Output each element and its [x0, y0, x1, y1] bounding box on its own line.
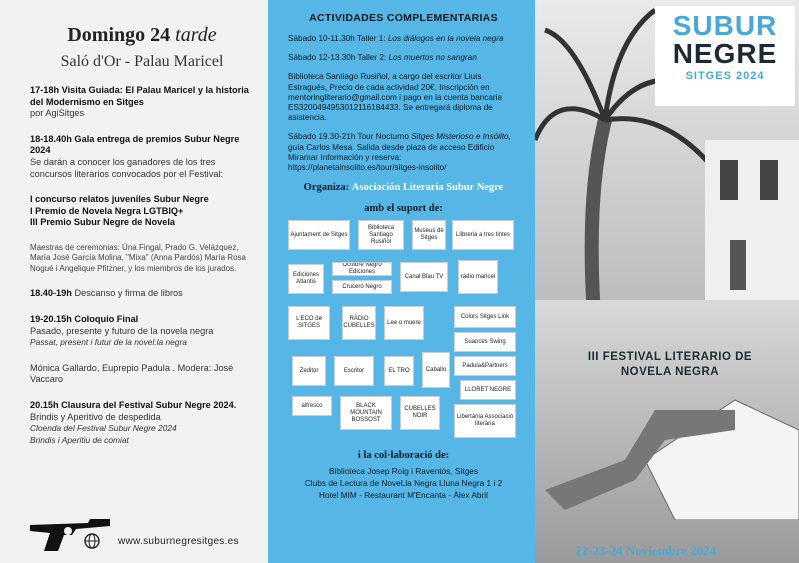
event-item: [30, 314, 254, 349]
sponsor-logo: BLACK MOUNTAIN BOSSOST: [340, 396, 392, 430]
collab-heading: i la col·laboració de:: [357, 450, 450, 462]
event-item: [30, 194, 254, 229]
event-item: [30, 363, 254, 386]
event-body: Mónica Gallardo, Euprepio Padula . Modera: José Vaccaro: [30, 362, 234, 385]
sponsor-logo: Libertània Associació literària: [454, 404, 516, 438]
event-title: 20.15h Clausura del Festival Subur Negre 2024.: [30, 400, 237, 410]
activity-info: Biblioteca Santiago Rusiñol, a cargo del escritor Lluís Estragués, Precio de cada actividad 20€. Inscripción en mentoringliterario@gmail.com i pago en la cuenta bancaria ES3200494953012116184433. Se entregará diploma de asistencia.: [288, 72, 503, 123]
day-suffix: tarde: [175, 24, 217, 46]
sponsor-logo: Suances Swing: [454, 332, 516, 352]
sponsor-logo: alfresco: [292, 396, 332, 416]
event-italic: Cloenda del Festival Subur Negre 2024 Brindis i Aperitiu de comiat: [30, 423, 177, 445]
activity-text: Sábado 10-11.30h Taller 1:: [288, 34, 386, 43]
organizer-name: Asociación Literaria Subur Negre: [351, 182, 504, 194]
sponsor-logo: Escritor: [334, 356, 374, 386]
logo-subur: SUBUR: [672, 10, 778, 41]
sponsor-logos: [288, 220, 519, 442]
festival-title: III FESTIVAL LITERARIO DE NOVELA NEGRA: [587, 351, 753, 378]
event-item: [30, 134, 254, 180]
activity-workshop-1: [288, 34, 519, 44]
sponsor-logo: EL TRO: [384, 356, 414, 386]
day-label: Domingo 24: [67, 24, 171, 46]
sponsor-logo: RÀDIO CUBELLES: [342, 306, 376, 340]
activity-italic: Los muertos no sangran: [388, 53, 477, 63]
sponsor-logo: Octubre Negro Ediciones: [332, 262, 392, 276]
activity-text: Sábado 19.30-21h Tour Nocturno: [288, 132, 409, 142]
globe-icon: [84, 533, 100, 549]
organizer-label: Organiza:: [303, 182, 350, 194]
activity-italic: Los diálogos en la novela negra: [387, 34, 504, 43]
event-title: 17-18h Visita Guiada: El Palau Maricel y la historia del Modernismo en Sitges: [30, 85, 249, 107]
sponsor-logo: L'ECO de SITGES: [288, 306, 330, 340]
festival-dates: 22-23-24 Noviembre 2024: [575, 543, 717, 558]
logo-sitges: SITGES 2024: [685, 70, 765, 82]
sponsor-logo: ràdio maricel: [458, 260, 498, 294]
sponsor-logo: Lee o muere: [384, 306, 424, 340]
event-item: [30, 85, 254, 120]
sponsor-logo: Llibreria a tres tintes: [452, 220, 514, 250]
day-heading: [30, 24, 254, 47]
sponsor-logo: Zeditor: [292, 356, 326, 386]
sponsor-logo: Ajuntament de Sitges: [288, 220, 350, 250]
event-body: por AgiSitges: [30, 108, 85, 119]
collab-item: Clubs de Lectura de NoveLla Negra Lluna Negra 1 i 2: [304, 478, 503, 489]
sponsor-logo: Canal Blau TV: [400, 262, 448, 292]
activity-text: Sábado 12-13.30h Taller 2:: [288, 53, 387, 63]
event-italic: Passat, present i futur de la novel.la negra: [30, 337, 187, 348]
event-title: 18-18.40h Gala entrega de premios Subur Negre 2024: [30, 133, 240, 156]
activity-tour: [288, 132, 519, 173]
collab-list: [288, 465, 519, 501]
sponsor-logo: Crucero Negro: [332, 280, 392, 294]
collab-item: Biblioteca Josep Roig i Raventós, Sitges: [329, 466, 478, 477]
event-title: I concurso relatos juveniles Subur Negre I Premio de Novela Negra LGTBIQ+ III Premio Subur Negre de Novela: [30, 194, 209, 228]
sponsor-logo: Padula&Partners: [454, 356, 516, 376]
event-item: [30, 288, 254, 300]
logo-negre: NEGRE: [672, 38, 778, 69]
book-and-revolver-illustration: [535, 370, 799, 520]
festival-logo: [655, 6, 795, 106]
website-link[interactable]: www.suburnegresitges.es: [118, 536, 239, 547]
sponsor-logo: LLORET NEGRE: [460, 380, 516, 400]
event-body: Se darán a conocer los ganadores de los tres concursos literarios convocados por el Festival:: [30, 156, 224, 179]
event-title: 18.40-19h: [30, 288, 72, 299]
event-item: [30, 243, 254, 275]
activity-workshop-2: [288, 53, 519, 63]
sponsor-logo: Caballo: [422, 352, 450, 388]
event-body: Pasado, presente y futuro de la novela negra: [30, 325, 214, 336]
collab-item: Hotel MIM - Restaurant M'Encanta - Àlex Abril: [319, 490, 488, 501]
activity-rest: guía Carlos Mesa. Salida desde plaza de acceso Edificio Miramar Información y reserva: https://planetainsolito.es/tour/sitges-insolito/: [288, 142, 495, 173]
event-title: 19-20.15h Coloquio Final: [30, 314, 139, 325]
sponsor-logo: Ediciones Atlantis: [288, 264, 324, 294]
activities-title: ACTIVIDADES COMPLEMENTARIAS: [309, 12, 498, 24]
event-item: [30, 400, 254, 446]
sponsor-logo: Colors Sitges Link: [454, 306, 516, 328]
sponsor-logo: Museus de Sitges: [412, 220, 446, 250]
event-list: [30, 85, 254, 446]
venue-label: Saló d'Or - Palau Maricel: [60, 53, 224, 70]
event-body: Brindis y Aperitivo de despedida: [30, 411, 161, 422]
activities-panel: [268, 0, 535, 563]
cover-panel: [535, 0, 799, 563]
sponsor-logo: Biblioteca Santiago Rusiñol: [358, 220, 404, 250]
event-body: Descanso y firma de libros: [74, 288, 183, 299]
sponsor-logo: CUBELLES NOIR: [400, 396, 440, 430]
event-body: Maestras de ceremonias: Úna Fingal, Prado G. Velázquez, María José García Molina, "Mixa" (Anna Pardós) María Rosa Nogué i Angelique Pfitzner, y los miembros de los jurados.: [30, 242, 246, 273]
activity-italic: Sitges Misterioso e Insólito,: [411, 132, 511, 142]
organizer: [288, 182, 519, 193]
support-heading: amb el suport de:: [364, 203, 443, 215]
program-panel: [0, 0, 268, 563]
